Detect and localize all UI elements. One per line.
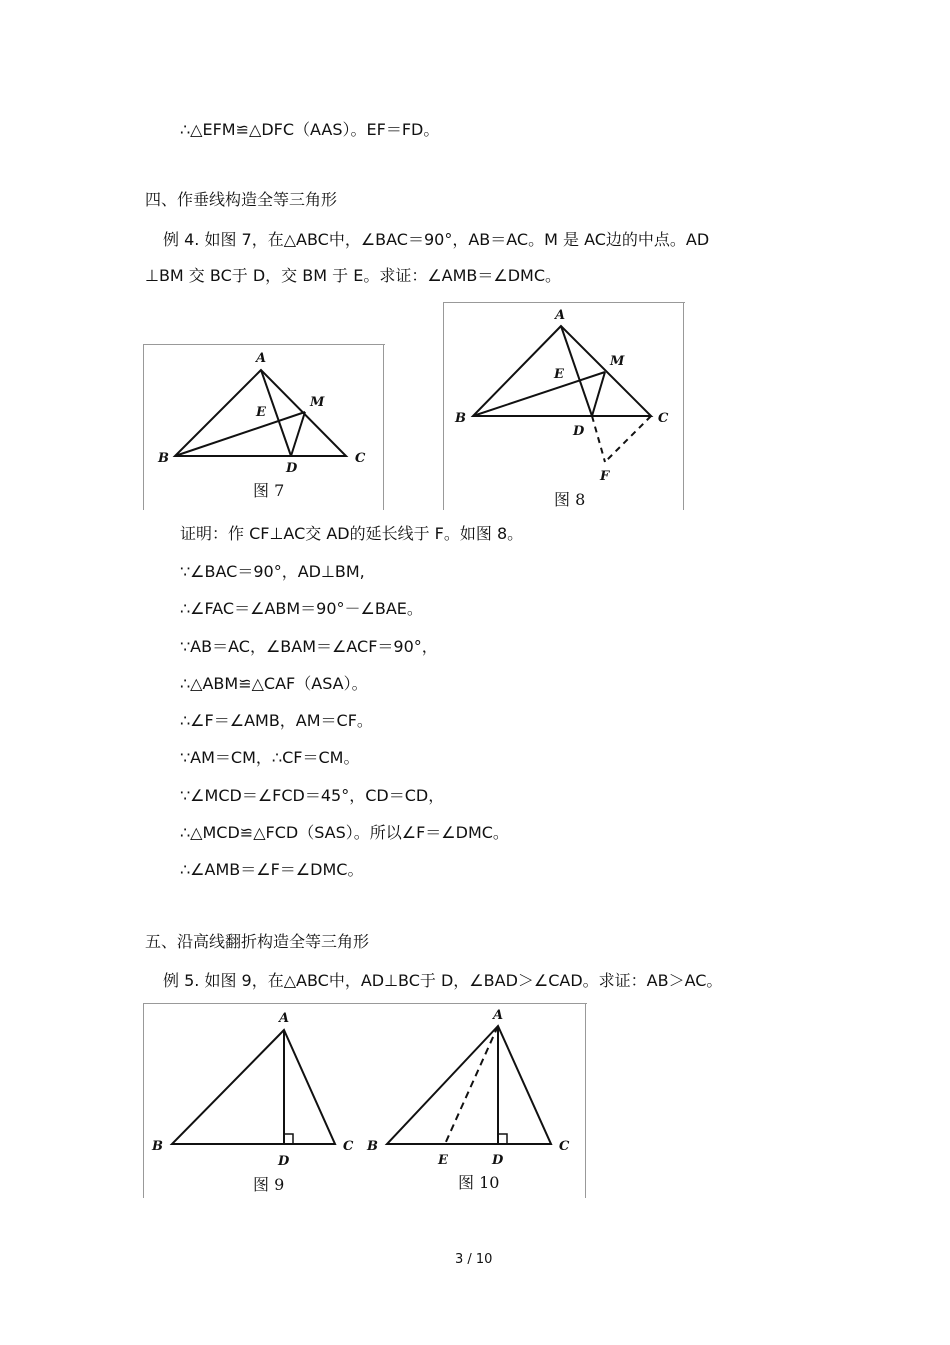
label-e: E [256, 405, 266, 420]
label-d: D [573, 424, 585, 439]
label-d: D [278, 1154, 290, 1169]
page-number: 3 / 10 [455, 1252, 493, 1267]
figure-9 [151, 1011, 354, 1194]
statement-line: ∴△EFM≌△DFC（AAS）。EF＝FD。 [180, 120, 440, 139]
figure-9-caption: 图 9 [253, 1175, 285, 1194]
label-c: C [658, 411, 669, 426]
label-c: C [355, 451, 366, 466]
figures-9-10 [143, 1003, 587, 1198]
label-d: D [492, 1153, 504, 1168]
example-4-line-2: ⊥BM 交 BC于 D，交 BM 于 E。求证：∠AMB＝∠DMC。 [145, 266, 562, 285]
label-m: M [310, 395, 325, 410]
label-a: A [256, 351, 267, 366]
figure-10-caption: 图 10 [458, 1173, 500, 1192]
label-b: B [455, 411, 466, 426]
proof-line: ∴∠AMB＝∠F＝∠DMC。 [180, 860, 364, 879]
label-a: A [555, 308, 566, 323]
label-a: A [279, 1011, 290, 1026]
example-4-line-1: 例 4. 如图 7，在△ABC中，∠BAC＝90°，AB＝AC。M 是 AC边的中点。AD [163, 230, 710, 249]
proof-line: 证明：作 CF⊥AC交 AD的延长线于 F。如图 8。 [180, 524, 524, 543]
label-b: B [367, 1139, 378, 1154]
example-5-line: 例 5. 如图 9，在△ABC中，AD⊥BC于 D，∠BAD＞∠CAD。求证：AB＞AC。 [163, 971, 723, 990]
proof-line: ∴∠FAC＝∠ABM＝90°－∠BAE。 [180, 599, 423, 618]
figure-7-caption: 图 7 [253, 481, 285, 500]
label-m: M [610, 354, 625, 369]
figure-8 [443, 302, 685, 510]
proof-line: ∴△MCD≌△FCD（SAS）。所以∠F＝∠DMC。 [180, 823, 509, 842]
proof-line: ∴△ABM≌△CAF（ASA）。 [180, 674, 368, 693]
proof-line: ∵∠BAC＝90°，AD⊥BM, [180, 562, 365, 581]
label-e: E [554, 367, 564, 382]
label-d: D [286, 461, 298, 476]
label-e: E [438, 1153, 448, 1168]
label-f: F [600, 469, 610, 484]
label-c: C [343, 1139, 354, 1154]
section-heading-5: 五、沿高线翻折构造全等三角形 [145, 932, 370, 951]
figure-8-caption: 图 8 [554, 490, 586, 509]
proof-line: ∵AM＝CM，∴CF＝CM。 [180, 748, 360, 767]
label-b: B [152, 1139, 163, 1154]
figure-10 [366, 1008, 570, 1192]
label-c: C [559, 1139, 570, 1154]
label-b: B [158, 451, 169, 466]
label-a: A [493, 1008, 504, 1023]
proof-line: ∵∠MCD＝∠FCD＝45°，CD＝CD， [180, 786, 445, 805]
proof-line: ∴∠F＝∠AMB，AM＝CF。 [180, 711, 373, 730]
figure-7 [143, 344, 385, 510]
proof-line: ∵AB＝AC，∠BAM＝∠ACF＝90°， [180, 637, 438, 656]
section-heading-4: 四、作垂线构造全等三角形 [145, 190, 338, 209]
